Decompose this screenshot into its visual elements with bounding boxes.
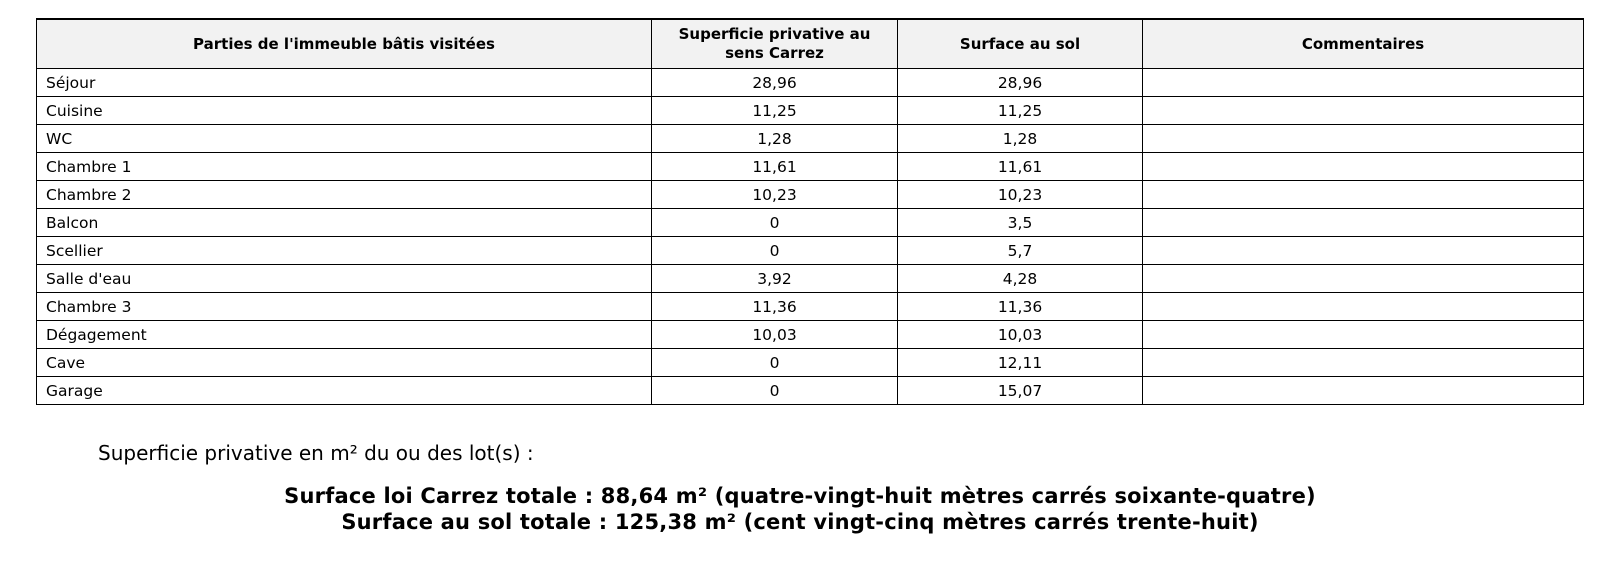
table-row [37,97,1584,125]
cell-commentaire [1143,237,1584,265]
cell-piece: Cave [37,349,652,377]
summary-intro: Superficie privative en m² du ou des lot(s) : [98,441,534,465]
cell-piece: Chambre 2 [37,181,652,209]
table-row [37,237,1584,265]
cell-carrez: 28,96 [652,69,898,97]
cell-sol: 4,28 [898,265,1143,293]
table-row [37,153,1584,181]
table-row [37,293,1584,321]
cell-piece: Garage [37,377,652,405]
table-row [37,321,1584,349]
cell-carrez: 11,61 [652,153,898,181]
header-parties: Parties de l'immeuble bâtis visitées [37,19,652,69]
cell-sol: 12,11 [898,349,1143,377]
surface-table [36,18,1584,405]
table-row [37,377,1584,405]
table-row [37,209,1584,237]
cell-commentaire [1143,321,1584,349]
table-row [37,265,1584,293]
cell-carrez: 0 [652,237,898,265]
cell-piece: Séjour [37,69,652,97]
cell-carrez: 11,25 [652,97,898,125]
cell-commentaire [1143,125,1584,153]
cell-sol: 1,28 [898,125,1143,153]
cell-carrez: 0 [652,209,898,237]
cell-sol: 11,61 [898,153,1143,181]
cell-commentaire [1143,265,1584,293]
cell-sol: 11,25 [898,97,1143,125]
header-commentaires: Commentaires [1143,19,1584,69]
cell-carrez: 10,03 [652,321,898,349]
table-row [37,349,1584,377]
cell-carrez: 10,23 [652,181,898,209]
cell-commentaire [1143,209,1584,237]
table-row [37,69,1584,97]
cell-sol: 11,36 [898,293,1143,321]
cell-piece: Salle d'eau [37,265,652,293]
cell-carrez: 0 [652,349,898,377]
cell-carrez: 1,28 [652,125,898,153]
cell-sol: 10,03 [898,321,1143,349]
cell-sol: 3,5 [898,209,1143,237]
cell-sol: 15,07 [898,377,1143,405]
cell-commentaire [1143,153,1584,181]
cell-carrez: 11,36 [652,293,898,321]
cell-piece: Chambre 1 [37,153,652,181]
cell-commentaire [1143,69,1584,97]
cell-carrez: 0 [652,377,898,405]
cell-commentaire [1143,349,1584,377]
cell-carrez: 3,92 [652,265,898,293]
carrez-total: Surface loi Carrez totale : 88,64 m² (quatre-vingt-huit mètres carrés soixante-quatre) [284,484,1316,508]
cell-piece: Scellier [37,237,652,265]
cell-sol: 5,7 [898,237,1143,265]
cell-commentaire [1143,293,1584,321]
cell-piece: Chambre 3 [37,293,652,321]
cell-commentaire [1143,377,1584,405]
cell-piece: Cuisine [37,97,652,125]
cell-piece: Dégagement [37,321,652,349]
table-row [37,125,1584,153]
table-header-row [37,19,1584,69]
cell-commentaire [1143,97,1584,125]
header-carrez: Superficie privative au sens Carrez [652,19,898,69]
cell-commentaire [1143,181,1584,209]
cell-sol: 28,96 [898,69,1143,97]
cell-piece: WC [37,125,652,153]
cell-piece: Balcon [37,209,652,237]
header-surface-sol: Surface au sol [898,19,1143,69]
table-row [37,181,1584,209]
cell-sol: 10,23 [898,181,1143,209]
sol-total: Surface au sol totale : 125,38 m² (cent vingt-cinq mètres carrés trente-huit) [341,510,1259,534]
